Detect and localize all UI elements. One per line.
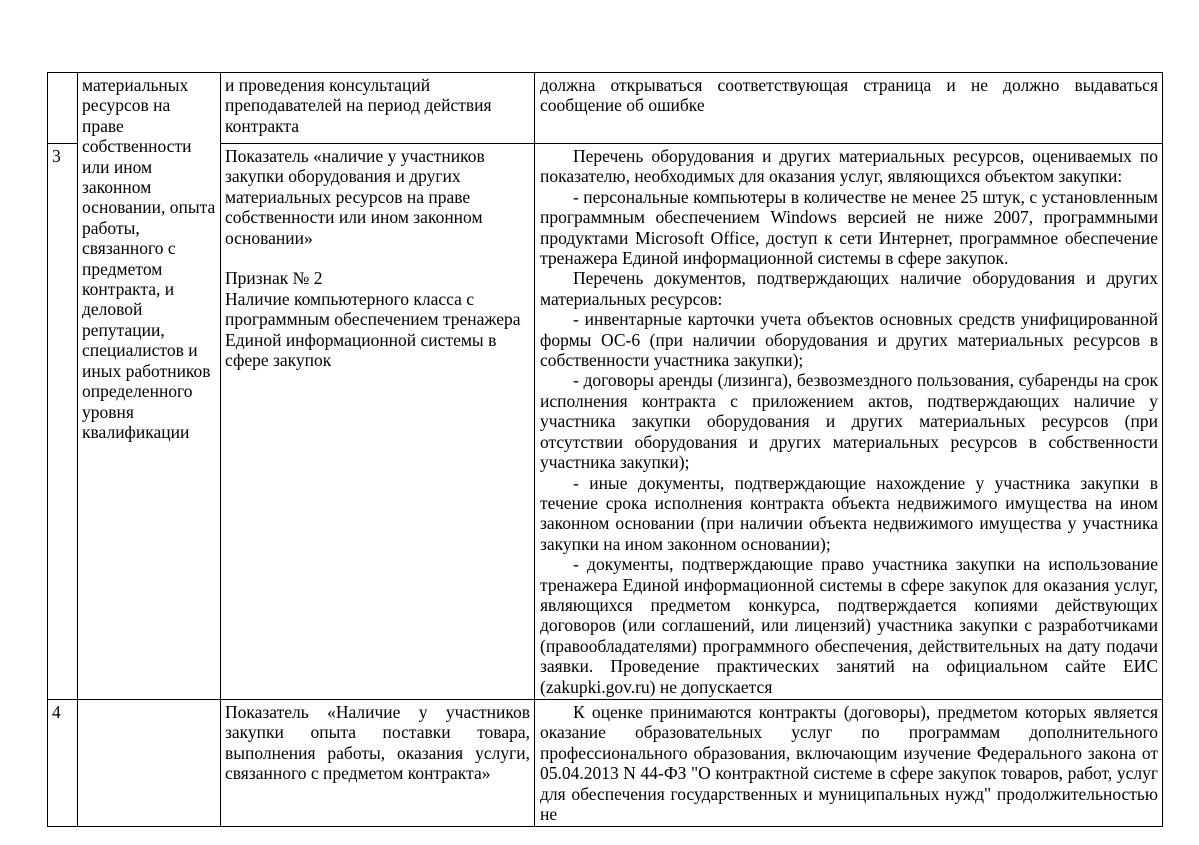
requirements-paragraph: - персональные компьютеры в количестве не менее 25 штук, с установленным программным обеспечением Windows версией не ниже 2007, программными продуктами Microsoft Office, доступ к сети Интернет, программное обеспечение тренажера Единой информационной системы в сфере закупок. <box>540 186 1158 269</box>
requirements-paragraph: - инвентарные карточки учета объектов основных средств унифицированной формы ОС-6 (при наличии оборудования и других материальных ресурсов в собственности участника закупки); <box>540 309 1158 371</box>
table-row-continuation <box>48 73 1163 144</box>
row-number-cell: 3 <box>48 144 78 700</box>
attribute-label: Признак № 2 <box>225 268 323 289</box>
attribute-description: Наличие компьютерного класса с программным обеспечением тренажера Единой информационной системы в сфере закупок <box>225 288 521 371</box>
indicator-continuation-text: и проведения консультаций преподавателей на период действия контракта <box>225 75 492 136</box>
row-number-cell: 4 <box>48 699 78 826</box>
indicator-cell-row3 <box>221 144 535 700</box>
indicator-cell-row4 <box>221 699 535 826</box>
blank-line <box>225 248 530 268</box>
requirements-paragraph: - иные документы, подтверждающие нахождение у участника закупки в течение срока исполнения контракта объекта недвижимого имущества на ином законном основании (при наличии объекта недвижимого имущества у участника закупки на ином законном основании); <box>540 472 1158 554</box>
requirements-paragraph: - документы, подтверждающие право участника закупки на использование тренажера Единой информационной системы в сфере закупок для оказания услуг, являющихся предметом конкурса, подтверждается копиями действующих договоров (или соглашений, или лицензий) участника закупки с разработчиками (правообладателями) программного обеспечения, действительных на дату подачи заявки. Проведение практических занятий на официальном сайте ЕИС (zakupki.gov.ru) не допускается <box>540 554 1158 697</box>
requirements-paragraph: К оценке принимаются контракты (договоры), предметом которых является оказание образовательных услуг по программам дополнительного профессионального образования, включающим изучение Федерального закона от 05.04.2013 N 44-ФЗ "О контрактной системе в сфере закупок товаров, работ, услуг для обеспечения государственных и муниципальных нужд" продолжительностью не <box>540 701 1158 824</box>
evaluation-criteria-table <box>47 72 1163 827</box>
indicator-title: Показатель «Наличие у участников закупки опыта поставки товара, выполнения работы, оказания услуги, связанного с предметом контракта» <box>225 701 530 784</box>
requirements-cell-row3 <box>535 144 1163 700</box>
requirements-paragraph: - договоры аренды (лизинга), безвозмездного пользования, субаренды на срок исполнения контракта с приложением актов, подтверждающих наличие у участника закупки оборудования и других материальных ресурсов (при отсутствии оборудования и других материальных ресурсов в собственности участника закупки); <box>540 370 1158 473</box>
criterion-description-text: материальных ресурсов на праве собственности или ином законном основании, опыта работы, связанного с предметом контракта, и деловой репутации, специалистов и иных работников определенного уровня квалификации <box>82 75 216 442</box>
requirements-paragraph: Перечень документов, подтверждающих наличие оборудования и других материальных ресурсов: <box>540 268 1158 309</box>
requirements-continuation-text: должна открываться соответствующая страница и не должно выдаваться сообщение об ошибке <box>540 75 1158 116</box>
requirements-paragraph: Перечень оборудования и других материальных ресурсов, оцениваемых по показателю, необходимых для оказания услуг, являющихся объектом закупки: <box>540 146 1158 187</box>
requirements-cell-row4 <box>535 699 1163 826</box>
criterion-description-cell <box>78 73 221 700</box>
indicator-title: Показатель «наличие у участников закупки оборудования и других материальных ресурсов на праве собственности или ином законном основании» <box>225 146 485 248</box>
indicator-cell-continuation <box>221 73 535 144</box>
row-number-cell-empty <box>48 73 78 144</box>
criterion-description-cell-empty <box>78 699 221 826</box>
requirements-cell-continuation <box>535 73 1163 144</box>
table-row-4 <box>48 699 1163 826</box>
